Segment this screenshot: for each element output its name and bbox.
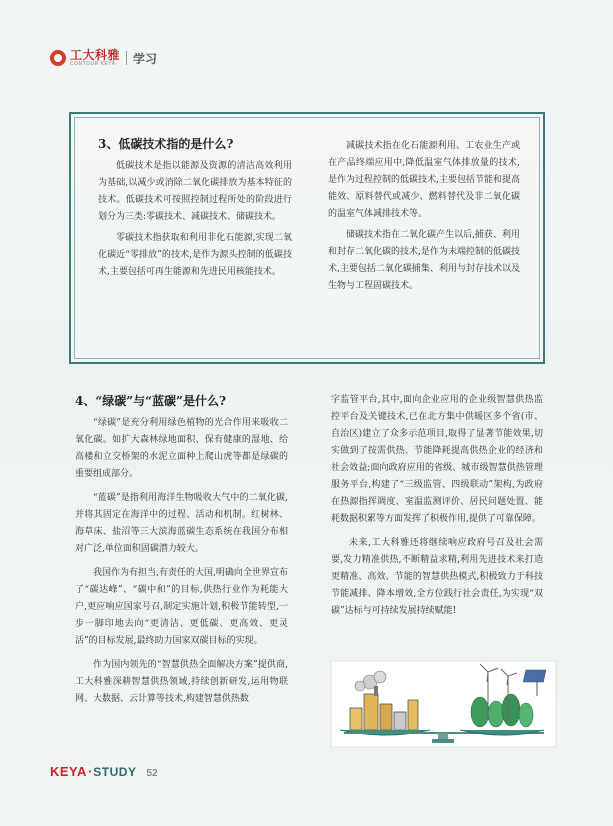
footer-brand: KEYA bbox=[50, 764, 87, 779]
q3-title: 3、低碳技术指的是什么? bbox=[98, 137, 234, 151]
q3-box bbox=[69, 112, 545, 364]
q4-paragraph-3: 我国作为有担当,有责任的大国,明确向全世界宣布了“碳达峰”、“碳中和”的目标,供热行业作为耗能大户,更应响应国家号召,制定实施计划,积极节能转型,一步一脚印地去向“更清洁、更低碳、更高效、更灵活”的目标发展,最终助力国家双碳目标的实现。 bbox=[75, 568, 288, 646]
q3-paragraph-3: 减碳技术指在化石能源利用、工农业生产或在产品终端应用中,降低温室气体排放量的技术,是作为过程控制的低碳技术,主要包括节能和提高能效、原料替代或减少、燃料替代及非二氧化碳的温室气体减排技术等。 bbox=[328, 141, 520, 219]
page-footer bbox=[50, 764, 158, 779]
q4-title: 4、“绿碳”与“蓝碳”是什么? bbox=[75, 394, 226, 408]
q3-paragraph-1: 低碳技术是指以能源及资源的清洁高效利用为基础,以减少或消除二氧化碳排放为基本特征的技术。低碳技术可按照控制过程所处的阶段进行划分为三类:零碳技术、减碳技术、储碳技术。 bbox=[98, 161, 292, 222]
footer-study-label: STUDY bbox=[93, 765, 137, 779]
company-logo-icon bbox=[50, 50, 66, 66]
q3-paragraph-4: 储碳技术指在二氧化碳产生以后,捕获、利用和封存二氧化碳的技术,是作为末端控制的低碳技术,主要包括二氧化碳捕集、利用与封存技术以及生物与工程固碳技术。 bbox=[328, 230, 520, 291]
right-paragraph-2: 未来,工大科雅还将继续响应政府号召及社会需要,发力精准供热,不断精益求精,利用先进技术来打造更精准、高效、节能的智慧供热模式,积极致力于科技节能减排、降本增效,全方位践行社会责任,为实现“双碳”达标与可持续发展持续赋能! bbox=[331, 538, 543, 616]
carbon-balance-illustration bbox=[330, 660, 557, 748]
q3-right-column bbox=[328, 138, 520, 295]
logo-english-name: CONTOUR KEYA bbox=[70, 61, 116, 67]
page-header bbox=[50, 46, 157, 70]
header-divider bbox=[126, 51, 127, 65]
section-title: 学习 bbox=[133, 51, 158, 66]
balance-scale-graphic bbox=[330, 660, 557, 748]
logo-chinese-name: 工大科雅 bbox=[70, 48, 121, 62]
article-left-column bbox=[75, 393, 288, 708]
article-right-column bbox=[331, 392, 543, 620]
company-logo bbox=[70, 49, 120, 67]
q3-paragraph-2: 零碳技术指获取和利用非化石能源,实现二氧化碳近“零排放”的技术,是作为源头控制的低碳技术,主要包括可再生能源和先进民用核能技术。 bbox=[98, 233, 292, 277]
page-number: 52 bbox=[146, 768, 158, 779]
q4-paragraph-1: “绿碳”是充分利用绿色植物的光合作用来吸收二氧化碳。如扩大森林绿地面积、保有健康的湿地、给高楼和立交桥架的水泥立面种上爬山虎等都是绿碳的重要组成部分。 bbox=[75, 418, 288, 479]
right-paragraph-1: 字监管平台,其中,面向企业应用的企业级智慧供热监控平台及关键技术,已在北方集中供暖区多个省(市、自治区)建立了众多示范项目,取得了显著节能效果,切实做到了按需供热、节能降耗提高供热企业的经济和社会效益;面向政府应用的省级、城市级智慧供热管理服务平台,构建了“三级监管、四级联动”架构,为政府在热源指挥调度、室温监测评价、居民问题处置、能耗数据积累等方面发挥了积极作用,提供了可靠保障。 bbox=[331, 395, 543, 524]
q4-paragraph-4: 作为国内领先的“智慧供热全面解决方案”提供商,工大科雅深耕智慧供热领域,持续创新研发,运用物联网、大数据、云计算等技术,构建智慧供热数 bbox=[75, 660, 288, 704]
q3-left-column bbox=[98, 136, 292, 281]
q4-paragraph-2: “蓝碳”是指利用海洋生物吸收大气中的二氧化碳,并将其固定在海洋中的过程、活动和机制。红树林、海草床、盐沼等三大滨海蓝碳生态系统在我国分布相对广泛,单位面积固碳潜力较大。 bbox=[75, 493, 288, 554]
footer-separator: · bbox=[87, 764, 93, 779]
